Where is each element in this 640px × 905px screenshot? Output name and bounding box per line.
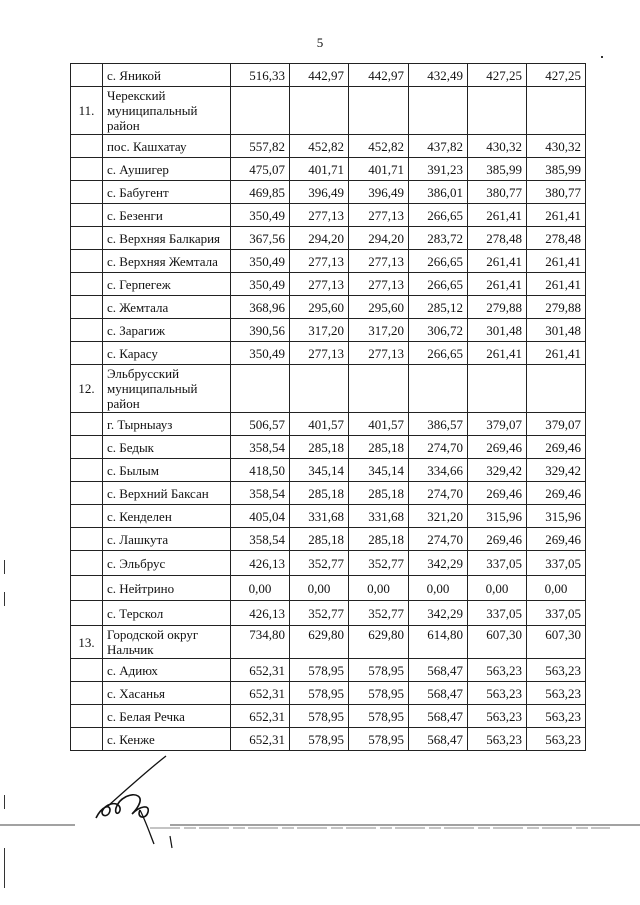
settlement-name: с. Адиюх (103, 659, 231, 682)
settlement-name: с. Жемтала (103, 296, 231, 319)
tariff-value-3: 285,18 (349, 482, 409, 505)
tariff-value-3: 352,77 (349, 601, 409, 626)
row-number (71, 413, 103, 436)
row-number (71, 436, 103, 459)
tariff-value-1: 652,31 (231, 659, 290, 682)
tariff-value-4: 266,65 (409, 342, 468, 365)
row-number (71, 135, 103, 158)
settlement-name: с. Безенги (103, 204, 231, 227)
settlement-name: г. Тырныауз (103, 413, 231, 436)
tariff-value-4: 266,65 (409, 204, 468, 227)
settlement-name: с. Хасанья (103, 682, 231, 705)
tariff-value-1: 506,57 (231, 413, 290, 436)
tariff-value-4: 386,01 (409, 181, 468, 204)
tariff-value-3: 345,14 (349, 459, 409, 482)
table-row (71, 296, 586, 319)
tariff-value-1: 426,13 (231, 601, 290, 626)
tariff-value-6: 607,30 (527, 626, 586, 659)
scan-speck (601, 56, 603, 58)
row-number (71, 250, 103, 273)
tariff-value-6 (527, 365, 586, 413)
tariff-value-1: 350,49 (231, 204, 290, 227)
tariff-value-6: 315,96 (527, 505, 586, 528)
table-row (71, 576, 586, 601)
tariff-value-3: 452,82 (349, 135, 409, 158)
tariff-value-5: 427,25 (468, 64, 527, 87)
tariff-value-2 (290, 87, 349, 135)
tariff-value-5: 563,23 (468, 728, 527, 751)
settlement-name: с. Аушигер (103, 158, 231, 181)
tariff-value-2: 442,97 (290, 64, 349, 87)
tariff-value-1: 734,80 (231, 626, 290, 659)
tariff-value-4 (409, 87, 468, 135)
tariff-value-3: 277,13 (349, 250, 409, 273)
tariff-value-2: 277,13 (290, 204, 349, 227)
row-number (71, 296, 103, 319)
tariff-value-1: 652,31 (231, 728, 290, 751)
tariff-value-2: 452,82 (290, 135, 349, 158)
tariff-value-2 (290, 365, 349, 413)
tariff-value-1: 405,04 (231, 505, 290, 528)
tariff-value-6: 278,48 (527, 227, 586, 250)
district-name: Эльбрусский муниципальный район (103, 365, 231, 413)
settlement-name: с. Бабугент (103, 181, 231, 204)
tariff-value-2: 331,68 (290, 505, 349, 528)
tariff-value-2: 0,00 (290, 576, 349, 601)
tariff-value-5: 261,41 (468, 273, 527, 296)
row-number (71, 482, 103, 505)
tariff-value-6: 279,88 (527, 296, 586, 319)
row-number: 11. (71, 87, 103, 135)
tariff-value-2: 629,80 (290, 626, 349, 659)
tariff-value-2: 277,13 (290, 250, 349, 273)
district-row (71, 365, 586, 413)
tariff-value-6: 261,41 (527, 204, 586, 227)
margin-mark (4, 848, 5, 888)
table-body (71, 64, 586, 751)
tariff-value-3: 578,95 (349, 705, 409, 728)
row-number (71, 342, 103, 365)
tariff-value-4: 391,23 (409, 158, 468, 181)
tariff-value-3: 285,18 (349, 528, 409, 551)
tariff-value-1: 350,49 (231, 342, 290, 365)
tariff-value-1: 469,85 (231, 181, 290, 204)
tariff-value-4: 274,70 (409, 436, 468, 459)
tariff-value-3: 401,57 (349, 413, 409, 436)
table-row (71, 551, 586, 576)
table-row (71, 273, 586, 296)
table-row (71, 505, 586, 528)
row-number (71, 576, 103, 601)
tariff-value-2: 578,95 (290, 705, 349, 728)
tariff-value-6: 261,41 (527, 342, 586, 365)
table-row (71, 528, 586, 551)
tariff-value-2: 277,13 (290, 273, 349, 296)
tariff-value-2: 401,71 (290, 158, 349, 181)
tariff-value-2: 352,77 (290, 551, 349, 576)
table-row (71, 413, 586, 436)
tariff-value-4 (409, 365, 468, 413)
tariff-value-4: 432,49 (409, 64, 468, 87)
tariff-value-5: 278,48 (468, 227, 527, 250)
tariff-value-4: 274,70 (409, 482, 468, 505)
tariff-value-2: 578,95 (290, 682, 349, 705)
tariff-value-4: 321,20 (409, 505, 468, 528)
tariff-value-3: 396,49 (349, 181, 409, 204)
table-row (71, 135, 586, 158)
signature (88, 748, 178, 858)
tariff-value-3: 295,60 (349, 296, 409, 319)
row-number (71, 64, 103, 87)
tariff-value-5: 301,48 (468, 319, 527, 342)
table-row (71, 682, 586, 705)
tariff-value-2: 317,20 (290, 319, 349, 342)
settlement-name: с. Верхняя Балкария (103, 227, 231, 250)
tariff-value-4: 0,00 (409, 576, 468, 601)
tariff-value-4: 334,66 (409, 459, 468, 482)
tariff-value-2: 578,95 (290, 728, 349, 751)
settlement-name: с. Кенделен (103, 505, 231, 528)
tariff-value-4: 285,12 (409, 296, 468, 319)
tariff-value-3: 352,77 (349, 551, 409, 576)
table-row (71, 482, 586, 505)
row-number (71, 204, 103, 227)
tariff-value-3 (349, 365, 409, 413)
tariff-value-1: 367,56 (231, 227, 290, 250)
tariff-value-3: 442,97 (349, 64, 409, 87)
settlement-name: с. Зарагиж (103, 319, 231, 342)
settlement-name: с. Терскол (103, 601, 231, 626)
tariff-value-4: 266,65 (409, 273, 468, 296)
tariff-value-3: 629,80 (349, 626, 409, 659)
tariff-value-2: 295,60 (290, 296, 349, 319)
table-row (71, 659, 586, 682)
row-number (71, 181, 103, 204)
tariff-value-3: 317,20 (349, 319, 409, 342)
settlement-name: с. Эльбрус (103, 551, 231, 576)
margin-mark (4, 592, 5, 606)
tariff-value-1: 516,33 (231, 64, 290, 87)
tariff-value-4: 568,47 (409, 682, 468, 705)
tariff-value-1: 418,50 (231, 459, 290, 482)
table-row (71, 158, 586, 181)
tariff-value-4: 568,47 (409, 659, 468, 682)
tariff-value-2: 396,49 (290, 181, 349, 204)
tariff-value-5: 315,96 (468, 505, 527, 528)
tariff-value-4: 386,57 (409, 413, 468, 436)
tariff-value-6: 261,41 (527, 250, 586, 273)
settlement-name: с. Верхняя Жемтала (103, 250, 231, 273)
tariff-value-5: 0,00 (468, 576, 527, 601)
row-number (71, 528, 103, 551)
tariff-value-5: 269,46 (468, 436, 527, 459)
tariff-value-1: 652,31 (231, 682, 290, 705)
tariff-value-5: 337,05 (468, 551, 527, 576)
tariff-value-6: 430,32 (527, 135, 586, 158)
tariff-value-3 (349, 87, 409, 135)
margin-mark (4, 560, 5, 574)
tariff-value-4: 614,80 (409, 626, 468, 659)
footer-rule (0, 823, 640, 829)
tariff-value-3: 401,71 (349, 158, 409, 181)
row-number (71, 273, 103, 296)
row-number (71, 551, 103, 576)
tariff-value-3: 277,13 (349, 273, 409, 296)
tariff-value-6: 563,23 (527, 728, 586, 751)
tariff-value-5: 329,42 (468, 459, 527, 482)
table-row (71, 319, 586, 342)
tariff-value-2: 285,18 (290, 436, 349, 459)
tariff-value-1: 358,54 (231, 482, 290, 505)
settlement-name: с. Бедык (103, 436, 231, 459)
row-number (71, 319, 103, 342)
tariff-value-6: 379,07 (527, 413, 586, 436)
tariff-value-1: 426,13 (231, 551, 290, 576)
tariff-value-4: 274,70 (409, 528, 468, 551)
tariff-value-4: 568,47 (409, 705, 468, 728)
tariff-value-2: 285,18 (290, 482, 349, 505)
tariff-value-6: 563,23 (527, 682, 586, 705)
tariff-value-1 (231, 87, 290, 135)
table-row (71, 204, 586, 227)
tariff-value-6: 337,05 (527, 601, 586, 626)
tariff-value-4: 342,29 (409, 551, 468, 576)
table-row (71, 227, 586, 250)
tariff-value-5: 379,07 (468, 413, 527, 436)
tariff-value-2: 401,57 (290, 413, 349, 436)
table-row (71, 436, 586, 459)
table-row (71, 181, 586, 204)
settlement-name: с. Лашкута (103, 528, 231, 551)
tariff-value-5: 261,41 (468, 250, 527, 273)
tariff-value-4: 437,82 (409, 135, 468, 158)
tariff-value-3: 277,13 (349, 342, 409, 365)
tariff-value-3: 578,95 (349, 659, 409, 682)
row-number (71, 505, 103, 528)
tariff-value-5: 279,88 (468, 296, 527, 319)
tariff-value-6: 269,46 (527, 528, 586, 551)
tariff-value-4: 568,47 (409, 728, 468, 751)
tariff-value-1: 358,54 (231, 528, 290, 551)
table-row (71, 705, 586, 728)
tariff-value-5: 563,23 (468, 682, 527, 705)
settlement-name: с. Былым (103, 459, 231, 482)
tariff-value-1: 358,54 (231, 436, 290, 459)
tariff-value-1: 652,31 (231, 705, 290, 728)
tariff-value-3: 578,95 (349, 728, 409, 751)
tariff-value-3: 277,13 (349, 204, 409, 227)
district-row (71, 87, 586, 135)
tariff-value-3: 578,95 (349, 682, 409, 705)
tariff-value-1: 557,82 (231, 135, 290, 158)
table-row (71, 250, 586, 273)
tariff-value-6: 301,48 (527, 319, 586, 342)
district-name: Городской округ Нальчик (103, 626, 231, 659)
tariff-value-5: 380,77 (468, 181, 527, 204)
tariff-value-2: 285,18 (290, 528, 349, 551)
settlement-name: с. Яникой (103, 64, 231, 87)
tariff-value-3: 294,20 (349, 227, 409, 250)
tariff-value-6: 380,77 (527, 181, 586, 204)
tariff-value-1: 368,96 (231, 296, 290, 319)
district-name: Черекский муниципальный район (103, 87, 231, 135)
settlement-name: с. Верхний Баксан (103, 482, 231, 505)
tariff-value-2: 352,77 (290, 601, 349, 626)
tariff-value-6: 427,25 (527, 64, 586, 87)
tariff-value-5: 607,30 (468, 626, 527, 659)
row-number (71, 459, 103, 482)
tariff-value-1: 350,49 (231, 273, 290, 296)
tariff-value-5: 269,46 (468, 482, 527, 505)
tariff-value-5: 563,23 (468, 705, 527, 728)
table-row (71, 342, 586, 365)
table-row (71, 64, 586, 87)
tariff-value-5 (468, 365, 527, 413)
tariff-table (70, 63, 586, 751)
row-number (71, 601, 103, 626)
tariff-value-3: 285,18 (349, 436, 409, 459)
settlement-name: с. Нейтрино (103, 576, 231, 601)
row-number: 12. (71, 365, 103, 413)
tariff-value-6: 337,05 (527, 551, 586, 576)
tariff-value-6 (527, 87, 586, 135)
settlement-name: с. Карасу (103, 342, 231, 365)
tariff-value-6: 0,00 (527, 576, 586, 601)
settlement-name: с. Белая Речка (103, 705, 231, 728)
row-number (71, 705, 103, 728)
tariff-value-5: 269,46 (468, 528, 527, 551)
tariff-value-2: 578,95 (290, 659, 349, 682)
row-number (71, 227, 103, 250)
table-row (71, 459, 586, 482)
tariff-value-5: 563,23 (468, 659, 527, 682)
tariff-value-5: 337,05 (468, 601, 527, 626)
tariff-value-1 (231, 365, 290, 413)
settlement-name: пос. Кашхатау (103, 135, 231, 158)
tariff-value-6: 385,99 (527, 158, 586, 181)
tariff-value-4: 266,65 (409, 250, 468, 273)
district-row (71, 626, 586, 659)
tariff-value-6: 563,23 (527, 659, 586, 682)
row-number (71, 659, 103, 682)
tariff-value-2: 277,13 (290, 342, 349, 365)
tariff-value-1: 0,00 (231, 576, 290, 601)
tariff-value-3: 331,68 (349, 505, 409, 528)
tariff-value-1: 390,56 (231, 319, 290, 342)
row-number (71, 682, 103, 705)
tariff-value-5: 430,32 (468, 135, 527, 158)
row-number (71, 158, 103, 181)
tariff-value-5: 261,41 (468, 342, 527, 365)
tariff-value-2: 294,20 (290, 227, 349, 250)
tariff-value-2: 345,14 (290, 459, 349, 482)
page-number: 5 (316, 35, 324, 50)
settlement-name: с. Герпегеж (103, 273, 231, 296)
tariff-value-6: 329,42 (527, 459, 586, 482)
tariff-value-4: 342,29 (409, 601, 468, 626)
tariff-value-1: 350,49 (231, 250, 290, 273)
settlement-name: с. Кенже (103, 728, 231, 751)
tariff-value-4: 283,72 (409, 227, 468, 250)
tariff-value-5: 261,41 (468, 204, 527, 227)
tariff-value-6: 261,41 (527, 273, 586, 296)
tariff-value-3: 0,00 (349, 576, 409, 601)
table-row (71, 601, 586, 626)
tariff-value-5 (468, 87, 527, 135)
tariff-value-6: 269,46 (527, 482, 586, 505)
tariff-value-6: 563,23 (527, 705, 586, 728)
tariff-value-4: 306,72 (409, 319, 468, 342)
margin-mark (4, 795, 5, 809)
tariff-value-1: 475,07 (231, 158, 290, 181)
row-number: 13. (71, 626, 103, 659)
tariff-value-6: 269,46 (527, 436, 586, 459)
tariff-value-5: 385,99 (468, 158, 527, 181)
